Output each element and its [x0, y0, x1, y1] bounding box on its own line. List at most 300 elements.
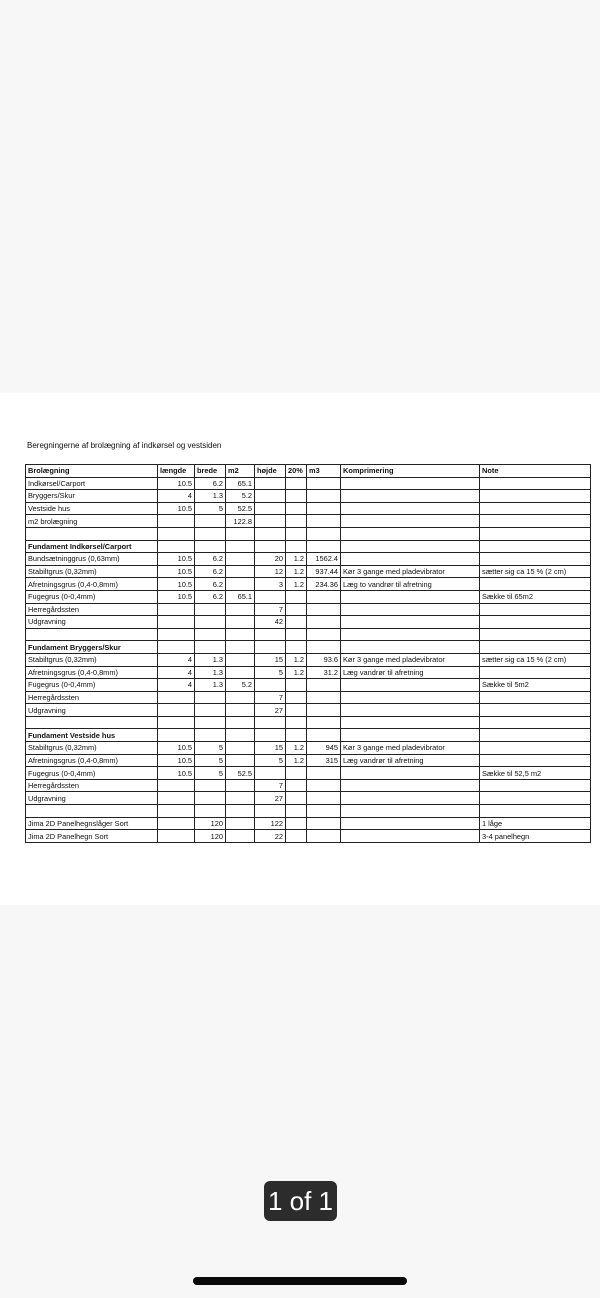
table-cell: Læg to vandrør til afretning: [341, 578, 480, 591]
table-cell: [158, 515, 195, 528]
table-cell: [341, 767, 480, 780]
table-cell: [255, 490, 286, 503]
table-cell: [158, 540, 195, 553]
table-cell: [307, 817, 341, 830]
table-cell: [195, 527, 226, 540]
table-cell: [341, 603, 480, 616]
table-cell: [195, 515, 226, 528]
table-cell: [480, 540, 591, 553]
calculation-table: [25, 464, 591, 843]
table-row: [26, 716, 591, 729]
home-indicator[interactable]: [193, 1277, 407, 1285]
table-cell: 22: [255, 830, 286, 843]
table-cell: [226, 716, 255, 729]
table-cell: [341, 792, 480, 805]
column-header: længde: [158, 465, 195, 478]
table-cell: [158, 616, 195, 629]
table-cell: 6.2: [195, 590, 226, 603]
table-cell: [286, 704, 307, 717]
table-cell: [226, 616, 255, 629]
table-cell: [286, 729, 307, 742]
table-cell: [226, 704, 255, 717]
table-row: [26, 691, 591, 704]
table-row: [26, 830, 591, 843]
table-cell: [307, 704, 341, 717]
table-cell: [341, 729, 480, 742]
table-cell: [480, 704, 591, 717]
table-cell: 1.2: [286, 578, 307, 591]
table-cell: 7: [255, 779, 286, 792]
table-cell: 1.2: [286, 553, 307, 566]
table-cell: [255, 515, 286, 528]
table-cell: 10.5: [158, 553, 195, 566]
document-title: Beregningerne af brolægning af indkørsel og vestsiden: [27, 441, 222, 450]
table-cell: Fugegrus (0-0,4mm): [26, 590, 158, 603]
table-cell: Udgravning: [26, 704, 158, 717]
table-cell: [307, 830, 341, 843]
table-cell: [480, 742, 591, 755]
table-cell: [480, 666, 591, 679]
table-cell: Læg vandrør til afretning: [341, 754, 480, 767]
table-cell: [226, 603, 255, 616]
table-cell: [255, 628, 286, 641]
table-cell: [307, 767, 341, 780]
table-cell: [286, 490, 307, 503]
table-cell: [480, 553, 591, 566]
table-cell: [226, 742, 255, 755]
table-row: [26, 679, 591, 692]
table-cell: [255, 540, 286, 553]
table-cell: [480, 691, 591, 704]
table-cell: Bryggers/Skur: [26, 490, 158, 503]
table-cell: [158, 527, 195, 540]
table-row: [26, 704, 591, 717]
section-header-row: [26, 540, 591, 553]
table-cell: [26, 716, 158, 729]
table-cell: [286, 641, 307, 654]
table-cell: Udgravning: [26, 616, 158, 629]
table-row: [26, 515, 591, 528]
table-cell: Læg vandrør til afretning: [341, 666, 480, 679]
table-cell: Afretningsgrus (0,4-0,8mm): [26, 754, 158, 767]
table-cell: Herregårdssten: [26, 691, 158, 704]
table-cell: [480, 716, 591, 729]
table-cell: [226, 540, 255, 553]
table-cell: [226, 666, 255, 679]
table-cell: [480, 502, 591, 515]
table-row: [26, 779, 591, 792]
table-cell: Fundament Bryggers/Skur: [26, 641, 158, 654]
column-header: Note: [480, 465, 591, 478]
table-cell: [286, 716, 307, 729]
table-cell: [255, 679, 286, 692]
table-cell: 234.36: [307, 578, 341, 591]
table-cell: [255, 729, 286, 742]
table-cell: Stabiltgrus (0,32mm): [26, 742, 158, 755]
table-cell: 27: [255, 792, 286, 805]
table-cell: [307, 792, 341, 805]
table-row: [26, 767, 591, 780]
table-cell: [158, 830, 195, 843]
table-row: [26, 565, 591, 578]
table-cell: sætter sig ca 15 % (2 cm): [480, 653, 591, 666]
table-cell: [480, 628, 591, 641]
table-cell: 1.2: [286, 754, 307, 767]
table-cell: 27: [255, 704, 286, 717]
table-cell: 5.2: [226, 490, 255, 503]
table-cell: [158, 603, 195, 616]
table-cell: 1562.4: [307, 553, 341, 566]
table-cell: [286, 616, 307, 629]
table-cell: [195, 540, 226, 553]
table-cell: [341, 490, 480, 503]
table-cell: Indkørsel/Carport: [26, 477, 158, 490]
table-cell: sætter sig ca 15 % (2 cm): [480, 565, 591, 578]
table-cell: 10.5: [158, 590, 195, 603]
table-cell: Jima 2D Panelhegn Sort: [26, 830, 158, 843]
table-cell: [341, 628, 480, 641]
table-cell: [341, 515, 480, 528]
table-cell: Vestside hus: [26, 502, 158, 515]
table-cell: 1 låge: [480, 817, 591, 830]
table-cell: 10.5: [158, 767, 195, 780]
table-cell: 3-4 panelhegn: [480, 830, 591, 843]
table-cell: 937.44: [307, 565, 341, 578]
table-cell: [307, 590, 341, 603]
table-row: [26, 477, 591, 490]
table-cell: [341, 716, 480, 729]
table-cell: [26, 628, 158, 641]
table-cell: Fugegrus (0-0,4mm): [26, 679, 158, 692]
table-row: [26, 490, 591, 503]
column-header: højde: [255, 465, 286, 478]
table-cell: [158, 628, 195, 641]
table-cell: [255, 527, 286, 540]
table-cell: 5: [195, 742, 226, 755]
table-cell: 5: [255, 754, 286, 767]
table-cell: [286, 691, 307, 704]
table-cell: [255, 477, 286, 490]
table-row: [26, 805, 591, 818]
table-row: [26, 578, 591, 591]
table-cell: [286, 527, 307, 540]
table-cell: Stabiltgrus (0,32mm): [26, 565, 158, 578]
table-cell: 4: [158, 490, 195, 503]
table-cell: 1.3: [195, 679, 226, 692]
table-cell: 52.5: [226, 502, 255, 515]
table-cell: [307, 716, 341, 729]
table-cell: 6.2: [195, 565, 226, 578]
table-cell: [226, 754, 255, 767]
table-cell: [226, 565, 255, 578]
table-cell: Herregårdssten: [26, 779, 158, 792]
table-cell: 6.2: [195, 477, 226, 490]
table-cell: 52.5: [226, 767, 255, 780]
table-cell: Kør 3 gange med pladevibrator: [341, 565, 480, 578]
table-cell: 10.5: [158, 565, 195, 578]
table-cell: [341, 641, 480, 654]
table-cell: [480, 527, 591, 540]
table-cell: [307, 540, 341, 553]
table-cell: 1.3: [195, 490, 226, 503]
table-cell: [158, 792, 195, 805]
table-cell: Fugegrus (0-0,4mm): [26, 767, 158, 780]
table-cell: 7: [255, 691, 286, 704]
table-cell: 7: [255, 603, 286, 616]
table-cell: [158, 691, 195, 704]
table-cell: [480, 729, 591, 742]
table-cell: [341, 477, 480, 490]
table-cell: [307, 515, 341, 528]
table-cell: [480, 515, 591, 528]
table-cell: [195, 603, 226, 616]
table-cell: [158, 779, 195, 792]
table-cell: [195, 704, 226, 717]
table-cell: [341, 540, 480, 553]
table-cell: [286, 830, 307, 843]
table-cell: 10.5: [158, 477, 195, 490]
table-cell: [480, 792, 591, 805]
table-row: [26, 754, 591, 767]
table-cell: [26, 805, 158, 818]
table-cell: [341, 830, 480, 843]
table-cell: Fundament Indkørsel/Carport: [26, 540, 158, 553]
table-cell: Kør 3 gange med pladevibrator: [341, 742, 480, 755]
table-cell: [341, 553, 480, 566]
table-row: [26, 817, 591, 830]
table-cell: [226, 691, 255, 704]
table-cell: [195, 691, 226, 704]
table-cell: Sække til 5m2: [480, 679, 591, 692]
table-cell: 93.6: [307, 653, 341, 666]
table-cell: [480, 754, 591, 767]
table-cell: [480, 805, 591, 818]
table-cell: [255, 767, 286, 780]
table-cell: [255, 805, 286, 818]
table-cell: [480, 490, 591, 503]
table-cell: [341, 502, 480, 515]
table-cell: 15: [255, 653, 286, 666]
table-cell: 5: [195, 502, 226, 515]
table-cell: [286, 679, 307, 692]
table-cell: [226, 817, 255, 830]
table-cell: [341, 590, 480, 603]
table-cell: [158, 729, 195, 742]
table-cell: [307, 616, 341, 629]
table-cell: [286, 540, 307, 553]
table-cell: 1.2: [286, 742, 307, 755]
table-cell: 945: [307, 742, 341, 755]
section-header-row: [26, 729, 591, 742]
table-cell: [158, 805, 195, 818]
table-cell: [341, 691, 480, 704]
table-cell: 315: [307, 754, 341, 767]
table-cell: 1.2: [286, 666, 307, 679]
table-cell: [255, 641, 286, 654]
table-cell: [195, 628, 226, 641]
table-cell: [341, 817, 480, 830]
table-cell: [286, 779, 307, 792]
table-cell: 42: [255, 616, 286, 629]
table-cell: 1.3: [195, 666, 226, 679]
table-cell: [341, 616, 480, 629]
table-cell: Bundsætninggrus (0,63mm): [26, 553, 158, 566]
table-cell: [226, 779, 255, 792]
table-cell: [480, 641, 591, 654]
table-cell: 4: [158, 666, 195, 679]
table-cell: [341, 679, 480, 692]
table-cell: [480, 603, 591, 616]
table-cell: [307, 628, 341, 641]
table-row: [26, 590, 591, 603]
table-cell: [286, 590, 307, 603]
table-cell: [195, 716, 226, 729]
table-cell: [341, 527, 480, 540]
table-row: [26, 603, 591, 616]
table-cell: [286, 515, 307, 528]
table-cell: [286, 477, 307, 490]
table-cell: [226, 527, 255, 540]
table-cell: [226, 628, 255, 641]
table-cell: [307, 527, 341, 540]
table-cell: [158, 817, 195, 830]
table-cell: [307, 691, 341, 704]
table-cell: 10.5: [158, 502, 195, 515]
table-cell: 10.5: [158, 742, 195, 755]
table-cell: 5.2: [226, 679, 255, 692]
table-cell: 10.5: [158, 578, 195, 591]
table-cell: [158, 716, 195, 729]
document-page: [0, 393, 600, 905]
table-cell: 65.1: [226, 590, 255, 603]
table-cell: 4: [158, 653, 195, 666]
table-cell: 6.2: [195, 553, 226, 566]
table-cell: [255, 502, 286, 515]
table-cell: 65.1: [226, 477, 255, 490]
table-cell: Jima 2D Panelhegnslåger Sort: [26, 817, 158, 830]
table-cell: m2 brolægning: [26, 515, 158, 528]
table-cell: [307, 779, 341, 792]
table-cell: [307, 477, 341, 490]
table-cell: [341, 805, 480, 818]
table-cell: [341, 704, 480, 717]
column-header: brede: [195, 465, 226, 478]
table-cell: Stabiltgrus (0,32mm): [26, 653, 158, 666]
table-cell: [195, 729, 226, 742]
table-cell: [226, 641, 255, 654]
table-row: [26, 527, 591, 540]
table-cell: Udgravning: [26, 792, 158, 805]
table-cell: Sække til 65m2: [480, 590, 591, 603]
table-cell: 122.8: [226, 515, 255, 528]
table-cell: 12: [255, 565, 286, 578]
table-cell: [158, 704, 195, 717]
table-cell: [226, 792, 255, 805]
table-cell: [195, 779, 226, 792]
table-cell: [26, 527, 158, 540]
table-cell: [226, 553, 255, 566]
table-cell: 10.5: [158, 754, 195, 767]
table-cell: Sække til 52,5 m2: [480, 767, 591, 780]
table-cell: [307, 679, 341, 692]
table-cell: [286, 502, 307, 515]
table-cell: 6.2: [195, 578, 226, 591]
table-row: [26, 628, 591, 641]
table-cell: [195, 805, 226, 818]
table-cell: [158, 641, 195, 654]
column-header: Komprimering: [341, 465, 480, 478]
table-cell: 5: [255, 666, 286, 679]
table-cell: [286, 767, 307, 780]
table-cell: [286, 805, 307, 818]
column-header: m3: [307, 465, 341, 478]
table-cell: [226, 805, 255, 818]
table-cell: 15: [255, 742, 286, 755]
table-cell: [226, 578, 255, 591]
table-cell: 122: [255, 817, 286, 830]
table-cell: [286, 628, 307, 641]
table-cell: 1.3: [195, 653, 226, 666]
table-row: [26, 792, 591, 805]
table-cell: [195, 616, 226, 629]
table-cell: [480, 477, 591, 490]
table-cell: 1.2: [286, 653, 307, 666]
table-cell: [226, 653, 255, 666]
table-cell: [286, 603, 307, 616]
column-header: Brolægning: [26, 465, 158, 478]
table-cell: Afretningsgrus (0,4-0,8mm): [26, 666, 158, 679]
table-cell: [307, 490, 341, 503]
table-cell: 20: [255, 553, 286, 566]
table-row: [26, 553, 591, 566]
table-cell: Afretningsgrus (0,4-0,8mm): [26, 578, 158, 591]
table-cell: [341, 779, 480, 792]
table-cell: 1.2: [286, 565, 307, 578]
page-indicator: 1 of 1: [264, 1181, 337, 1221]
table-cell: 3: [255, 578, 286, 591]
table-row: [26, 502, 591, 515]
table-cell: 5: [195, 754, 226, 767]
table-cell: [286, 792, 307, 805]
table-header-row: [26, 465, 591, 478]
table-row: [26, 653, 591, 666]
table-row: [26, 666, 591, 679]
column-header: m2: [226, 465, 255, 478]
table-row: [26, 616, 591, 629]
table-cell: [195, 792, 226, 805]
table-cell: 5: [195, 767, 226, 780]
table-cell: [255, 590, 286, 603]
table-cell: [307, 729, 341, 742]
table-cell: [307, 603, 341, 616]
section-header-row: [26, 641, 591, 654]
table-cell: [307, 641, 341, 654]
table-cell: [480, 616, 591, 629]
column-header: 20%: [286, 465, 307, 478]
table-cell: [226, 729, 255, 742]
table-cell: [226, 830, 255, 843]
table-cell: 120: [195, 817, 226, 830]
table-cell: Kør 3 gange med pladevibrator: [341, 653, 480, 666]
table-cell: [307, 502, 341, 515]
table-cell: 31.2: [307, 666, 341, 679]
table-cell: [480, 779, 591, 792]
table-row: [26, 742, 591, 755]
table-cell: [286, 817, 307, 830]
table-cell: [480, 578, 591, 591]
table-cell: [307, 805, 341, 818]
table-cell: [255, 716, 286, 729]
